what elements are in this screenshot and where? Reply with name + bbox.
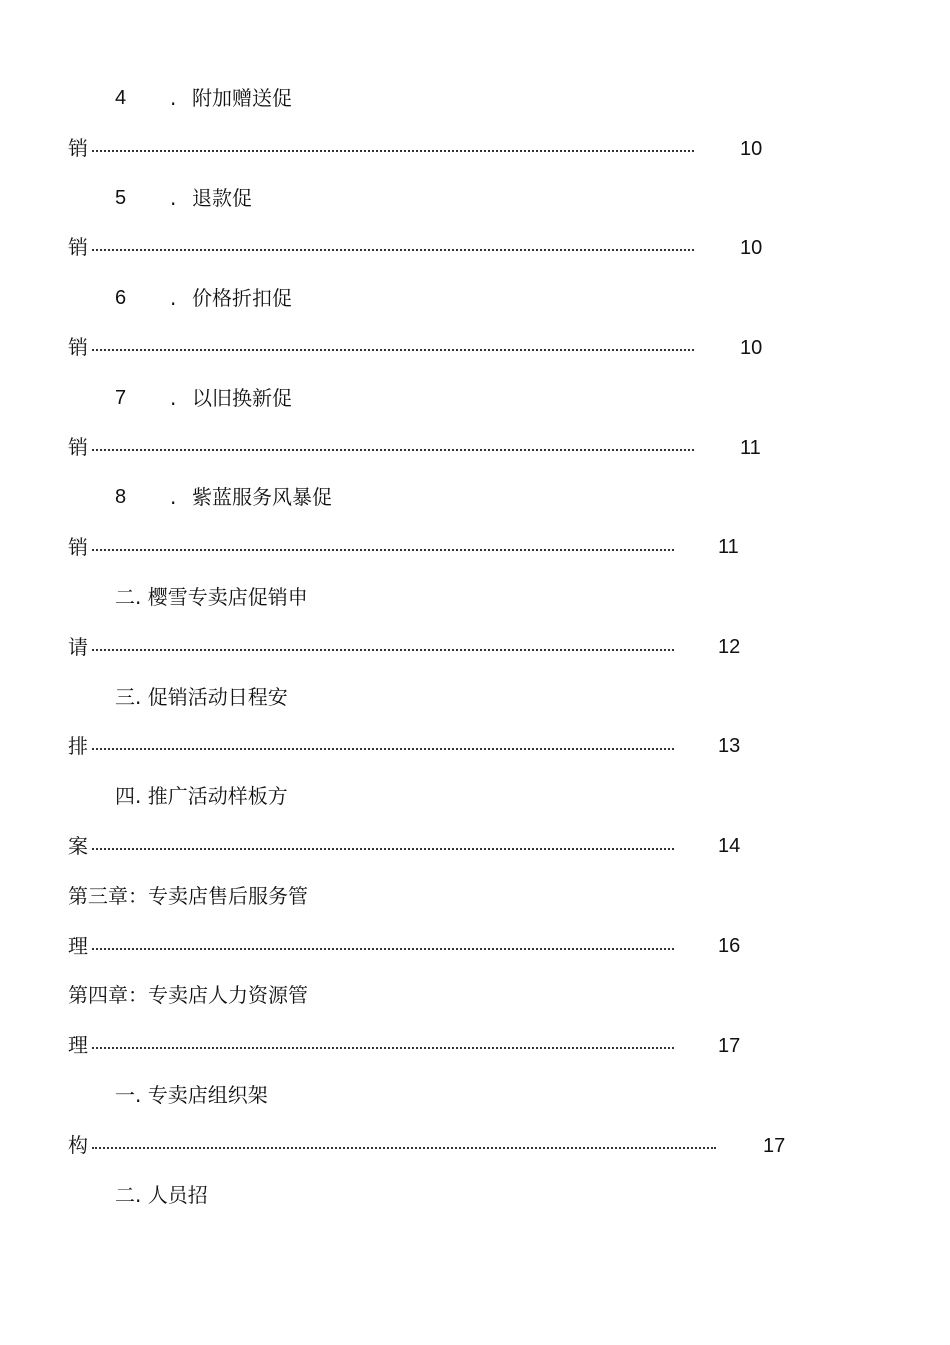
- toc-item-title-tail[interactable]: 案: [68, 834, 88, 858]
- toc-chapter-title[interactable]: 第三章：专卖店售后服务管: [68, 884, 308, 908]
- toc-item-number: 7: [115, 387, 127, 409]
- toc-page-number: 16: [718, 935, 741, 957]
- toc-item-title-tail[interactable]: 销: [68, 136, 88, 160]
- dot-leader: [92, 834, 674, 858]
- toc-page-number: 17: [763, 1135, 786, 1157]
- toc-item-separator: .: [170, 485, 177, 509]
- toc-page-number: 10: [740, 237, 763, 259]
- toc-item-separator: .: [170, 386, 177, 410]
- toc-item-title[interactable]: 附加赠送促: [192, 86, 292, 110]
- toc-page-number: 13: [718, 735, 741, 757]
- toc-item-title[interactable]: 以旧换新促: [192, 386, 292, 410]
- toc-item-title-tail[interactable]: 销: [68, 435, 88, 459]
- toc-item-title-tail[interactable]: 构: [68, 1133, 88, 1157]
- toc-item-number: 5: [115, 187, 127, 209]
- toc-page-number: 11: [740, 437, 761, 459]
- toc-page-number: 14: [718, 835, 741, 857]
- dot-leader: [92, 1033, 674, 1057]
- toc-page-number: 10: [740, 337, 763, 359]
- dot-leader: [92, 435, 694, 459]
- toc-item-title[interactable]: 四. 推广活动样板方: [115, 784, 288, 808]
- toc-item-title-tail[interactable]: 销: [68, 535, 88, 559]
- toc-item-separator: .: [170, 186, 177, 210]
- toc-item-title-tail[interactable]: 销: [68, 335, 88, 359]
- toc-item-title[interactable]: 一. 专卖店组织架: [115, 1083, 268, 1107]
- toc-item-title[interactable]: 二. 樱雪专卖店促销申: [115, 585, 308, 609]
- toc-page-number: 12: [718, 636, 741, 658]
- toc-item-title[interactable]: 三. 促销活动日程安: [115, 685, 288, 709]
- toc-item-number: 8: [115, 486, 127, 508]
- toc-page-number: 10: [740, 138, 763, 160]
- dot-leader: [92, 235, 694, 259]
- dot-leader: [92, 136, 694, 160]
- toc-item-title[interactable]: 紫蓝服务风暴促: [192, 485, 332, 509]
- toc-item-title-tail[interactable]: 理: [68, 1033, 88, 1057]
- dot-leader: [92, 635, 674, 659]
- dot-leader: [92, 335, 694, 359]
- dot-leader: [92, 535, 674, 559]
- toc-item-separator: .: [170, 86, 177, 110]
- toc-item-number: 4: [115, 87, 127, 109]
- toc-item-title[interactable]: 价格折扣促: [192, 286, 292, 310]
- toc-page-number: 17: [718, 1035, 741, 1057]
- dot-leader: [92, 734, 674, 758]
- toc-page-number: 11: [718, 536, 739, 558]
- dot-leader: [92, 1133, 716, 1157]
- toc-item-number: 6: [115, 287, 127, 309]
- dot-leader: [92, 934, 674, 958]
- toc-item-title[interactable]: 二. 人员招: [115, 1183, 208, 1207]
- toc-item-title-tail[interactable]: 排: [68, 734, 88, 758]
- toc-item-title-tail[interactable]: 销: [68, 235, 88, 259]
- toc-item-separator: .: [170, 286, 177, 310]
- toc-item-title[interactable]: 退款促: [192, 186, 252, 210]
- toc-item-title-tail[interactable]: 请: [68, 635, 88, 659]
- toc-chapter-title[interactable]: 第四章：专卖店人力资源管: [68, 983, 308, 1007]
- toc-item-title-tail[interactable]: 理: [68, 934, 88, 958]
